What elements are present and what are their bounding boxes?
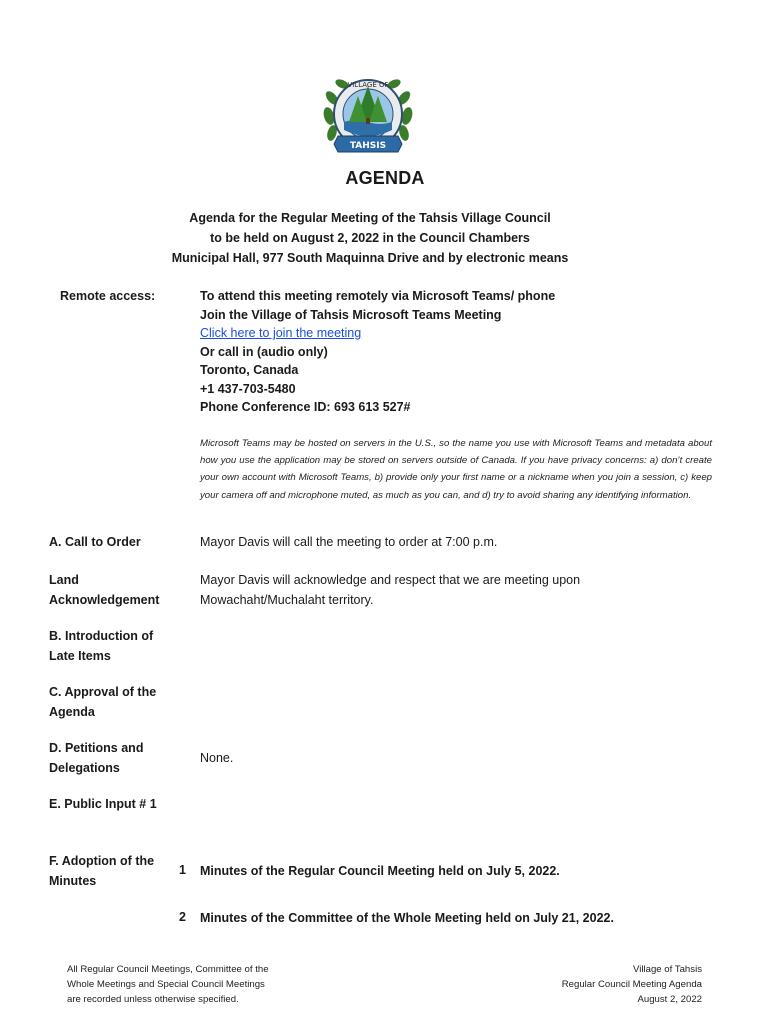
item-d-label-2: Delegations [49,760,120,775]
item-f-label-2: Minutes [49,873,97,888]
land-ack-text [200,571,580,610]
item-b-label-2: Late Items [49,648,111,663]
land-ack-label [49,571,159,610]
remote-line-6: +1 437-703-5480 [200,381,296,396]
item-b-label-1: B. Introduction of [49,629,154,643]
land-ack-text-2: Mowachaht/Muchalaht territory. [200,592,374,607]
remote-access-details [200,287,720,417]
land-ack-label-1: Land [49,573,79,587]
minutes-item-2-number: 2 [179,910,186,924]
meeting-line-2: to be held on August 2, 2022 in the Council Chambers [210,231,530,245]
footer-right [562,962,702,1007]
remote-line-7: Phone Conference ID: 693 613 527# [200,400,411,414]
land-ack-label-2: Acknowledgement [49,592,160,607]
item-c-label-2: Agenda [49,704,95,719]
item-c-label [49,683,156,722]
remote-line-5: Toronto, Canada [200,363,299,377]
svg-text:VILLAGE OF: VILLAGE OF [347,81,389,89]
privacy-note: Microsoft Teams may be hosted on servers in the U.S., so the name you use with Microsoft Teams and metadata about how you use the application may be stored on servers outside of Canada. If you have privacy concerns: a) don’t create your own account with Microsoft Teams, b) provide only your first name or a nickname when you join a session, c) keep your camera off and microphone muted, as much as you can, and d) try to avoid sharing any identifying information. [200,438,712,501]
item-c-label-1: C. Approval of the [49,685,157,699]
remote-access-label: Remote access: [60,289,156,303]
footer-left-3: are recorded unless otherwise specified. [67,994,239,1005]
village-crest-logo [318,70,418,162]
footer-right-2: Regular Council Meeting Agenda [561,979,702,990]
item-d-label-1: D. Petitions and [49,741,144,755]
item-d-text: None. [200,751,234,765]
meeting-line-3: Municipal Hall, 977 South Maquinna Drive and by electronic means [171,251,569,265]
page-title: AGENDA [345,168,425,188]
item-f-label-1: F. Adoption of the [49,854,155,868]
remote-line-4: Or call in (audio only) [200,344,328,359]
footer-left [67,962,269,1007]
land-ack-text-1: Mayor Davis will acknowledge and respect that we are meeting upon [200,573,581,587]
footer-left-2: Whole Meetings and Special Council Meetings [67,979,265,990]
item-a-label: A. Call to Order [49,535,141,549]
item-e-label: E. Public Input # 1 [49,797,157,811]
minutes-item-2-text: Minutes of the Committee of the Whole Meeting held on July 21, 2022. [200,911,614,925]
join-meeting-link[interactable]: Click here to join the meeting [200,326,362,340]
footer-right-3: August 2, 2022 [637,994,702,1005]
footer-left-1: All Regular Council Meetings, Committee of the [67,964,269,975]
minutes-item-1-text: Minutes of the Regular Council Meeting held on July 5, 2022. [200,864,560,878]
remote-line-1: To attend this meeting remotely via Microsoft Teams/ phone [200,289,556,303]
item-a-text: Mayor Davis will call the meeting to order at 7:00 p.m. [200,535,498,549]
minutes-item-1-number: 1 [179,863,186,877]
meeting-line-1: Agenda for the Regular Meeting of the Tahsis Village Council [189,211,551,225]
footer-right-1: Village of Tahsis [633,964,702,975]
item-b-label [49,627,153,666]
item-d-label [49,739,143,778]
item-f-label [49,852,154,891]
remote-line-2: Join the Village of Tahsis Microsoft Teams Meeting [200,307,502,322]
svg-text:TAHSIS: TAHSIS [349,141,387,151]
